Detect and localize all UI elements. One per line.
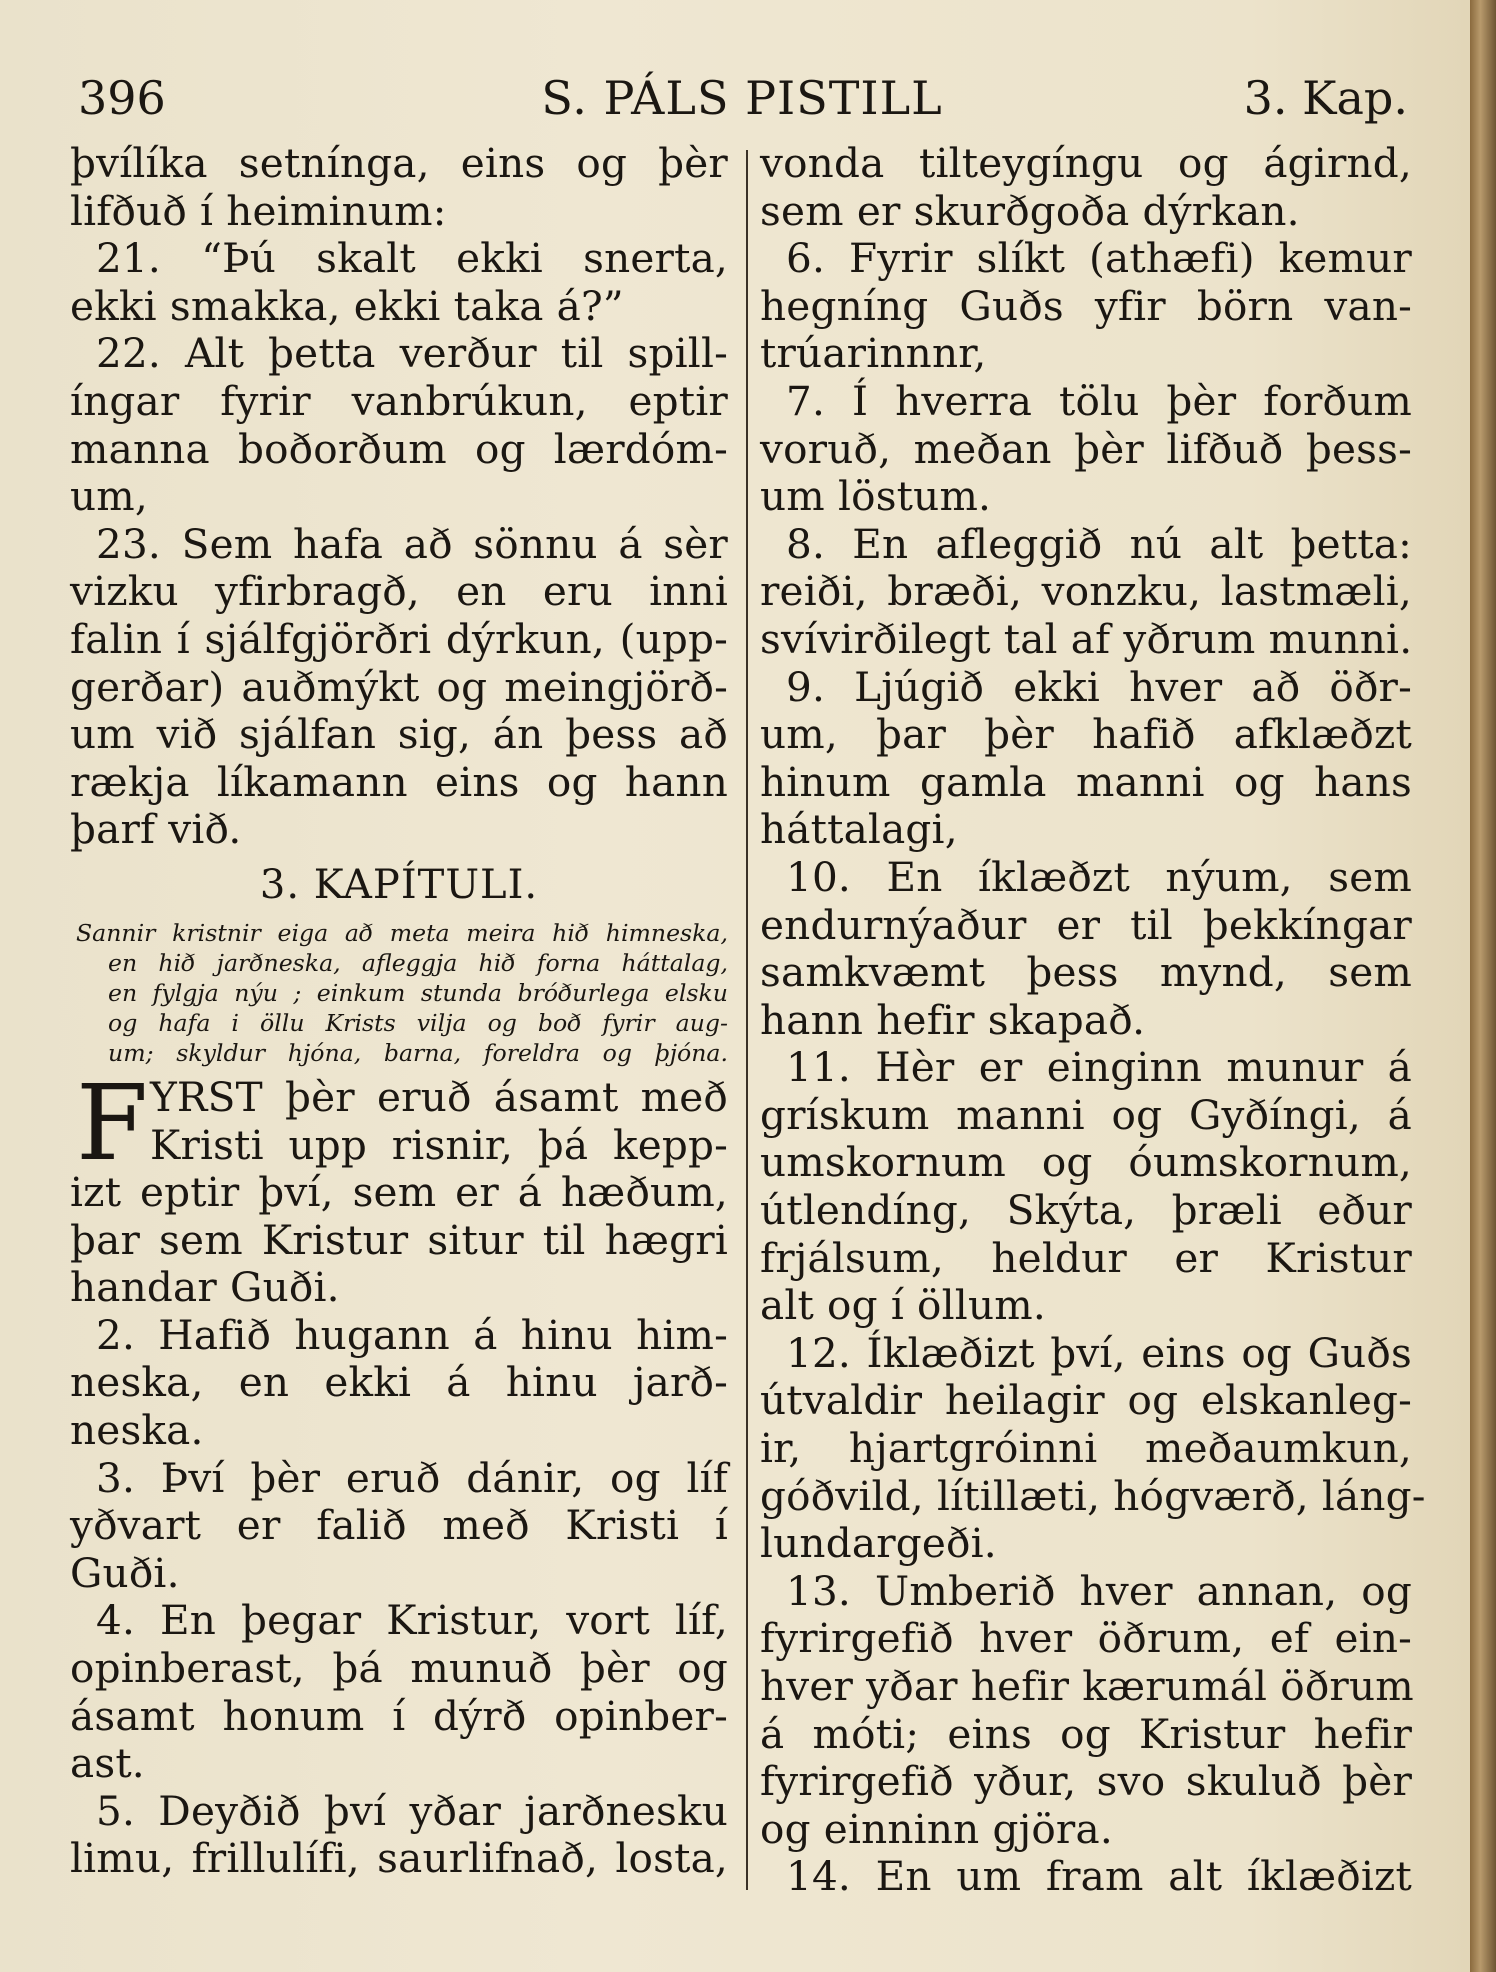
text-line: umskornum og óumskornum,	[760, 1138, 1412, 1187]
drop-cap: F	[76, 1061, 149, 1184]
text-line: 3. Því þèr eruð dánir, og líf	[96, 1453, 728, 1502]
left-column-top-text	[70, 140, 728, 854]
text-line: fyrirgefið yður, svo skuluð þèr	[760, 1757, 1412, 1806]
left-column-bottom-text	[70, 1169, 728, 1883]
summary-line: en hið jarðneska, afleggja hið forna háttalag,	[108, 948, 728, 977]
summary-line: og hafa i öllu Krists vilja og boð fyrir aug-	[108, 1008, 728, 1037]
text-line: trúarinnnr,	[760, 329, 987, 378]
text-line: manna boðorðum og lærdóm-	[70, 424, 728, 473]
text-line: 14. En um fram alt íklæðizt	[786, 1852, 1412, 1901]
chapter-marker: 3. Kap.	[1243, 71, 1408, 125]
right-column-text	[760, 139, 1426, 1901]
text-line: alt og í öllum.	[760, 1281, 1046, 1330]
text-line: hinum gamla manni og hans	[760, 757, 1412, 806]
summary-line: um; skyldur hjóna, barna, foreldra og þjóna.	[108, 1038, 728, 1067]
left-column	[70, 140, 728, 1883]
text-line: lundargeði.	[760, 1519, 997, 1568]
text-line: hegníng Guðs yfir börn van-	[760, 281, 1412, 330]
text-line: 12. Íklæðizt því, eins og Guðs	[786, 1328, 1412, 1377]
drop-cap-lines	[70, 1061, 728, 1184]
text-line: rækja líkamann eins og hann	[70, 757, 728, 806]
text-line: neska, en ekki á hinu jarð-	[70, 1358, 728, 1407]
text-line: 8. En afleggið nú alt þetta:	[786, 519, 1412, 568]
text-line: reiði, bræði, vonzku, lastmæli,	[760, 567, 1412, 616]
text-line: 4. En þegar Kristur, vort líf,	[96, 1596, 728, 1645]
text-line: útlendíng, Skýta, þræli eður	[760, 1186, 1412, 1235]
text-line: 9. Ljúgið ekki hver að öðr-	[786, 662, 1412, 711]
text-line: þvílíka setnínga, eins og þèr	[70, 139, 728, 187]
running-header	[76, 66, 1408, 130]
text-line: þar sem Kristur situr til hægri	[70, 1215, 728, 1264]
page-edge	[1470, 0, 1496, 1972]
chapter-opening	[70, 1061, 728, 1184]
summary-line: Sannir kristnir eiga að meta meira hið himneska,	[76, 918, 728, 947]
page-number: 396	[78, 71, 166, 125]
text-line: yðvart er falið með Kristi í	[70, 1501, 728, 1550]
text-line: ekki smakka, ekki taka á?”	[70, 281, 624, 330]
text-line: 6. Fyrir slíkt (athæfi) kemur	[786, 234, 1412, 283]
right-column	[760, 139, 1426, 1901]
text-line: falin í sjálfgjörðri dýrkun, (upp-	[70, 614, 728, 663]
text-line: endurnýaður er til þekkíngar	[760, 900, 1412, 949]
text-line: 5. Deyðið því yðar jarðnesku	[96, 1786, 728, 1835]
text-line: þarf við.	[70, 805, 242, 854]
column-divider	[746, 150, 748, 1890]
text-line: voruð, meðan þèr lifðuð þess-	[760, 424, 1412, 473]
text-line: 23. Sem hafa að sönnu á sèr	[96, 519, 728, 568]
text-line: ir, hjartgróinni meðaumkun,	[760, 1424, 1412, 1473]
text-line: 7. Í hverra tölu þèr forðum	[786, 376, 1412, 425]
text-line: 13. Umberið hver annan, og	[786, 1566, 1412, 1615]
text-line: hann hefir skapað.	[760, 995, 1146, 1044]
text-line: frjálsum, heldur er Kristur	[760, 1233, 1412, 1282]
chapter-summary	[70, 918, 728, 1068]
text-line: um löstum.	[760, 472, 992, 521]
text-line: og einninn gjöra.	[760, 1804, 1113, 1853]
text-line: 10. En íklæðzt nýum, sem	[786, 852, 1412, 901]
text-line: Kristi upp risnir, þá kepp-	[150, 1120, 728, 1169]
text-line: um, þar þèr hafið afklæðzt	[760, 710, 1412, 759]
text-line: sem er skurðgoða dýrkan.	[760, 186, 1300, 235]
text-line: íngar fyrir vanbrúkun, eptir	[70, 376, 728, 425]
text-line: opinberast, þá munuð þèr og	[70, 1644, 728, 1693]
text-line: 21. “Þú skalt ekki snerta,	[96, 234, 728, 283]
text-line: vizku yfirbragð, en eru inni	[70, 567, 728, 616]
text-line: limu, frillulífi, saurlifnað, losta,	[70, 1834, 728, 1883]
text-line: útvaldir heilagir og elskanleg-	[760, 1376, 1412, 1425]
text-line: um,	[70, 472, 148, 521]
text-line: lifðuð í heiminum:	[70, 186, 447, 235]
summary-line: en fylgja nýu ; einkum stunda bróðurlega elsku	[108, 978, 728, 1007]
text-line: 11. Hèr er einginn munur á	[786, 1043, 1412, 1092]
text-line: 22. Alt þetta verður til spill-	[96, 329, 728, 378]
text-line: handar Guði.	[70, 1263, 340, 1312]
text-line: svívirðilegt tal af yðrum munni.	[760, 614, 1413, 663]
text-line: vonda tilteygíngu og ágirnd,	[760, 139, 1412, 187]
text-line: ásamt honum í dýrð opinber-	[70, 1691, 728, 1740]
text-line: Guði.	[70, 1548, 180, 1597]
text-line: 2. Hafið hugann á hinu him-	[96, 1310, 728, 1359]
text-line: á móti; eins og Kristur hefir	[760, 1709, 1412, 1758]
text-line: fyrirgefið hver öðrum, ef ein-	[760, 1614, 1412, 1663]
text-line: izt eptir því, sem er á hæðum,	[70, 1168, 728, 1217]
text-line: hver yðar hefir kærumál öðrum	[760, 1662, 1414, 1710]
text-line: góðvild, lítillæti, hógværð, láng-	[760, 1471, 1426, 1520]
running-title: S. PÁLS PISTILL	[541, 71, 943, 125]
text-line: háttalagi,	[760, 805, 958, 854]
text-line: gerðar) auðmýkt og meingjörð-	[70, 662, 728, 711]
text-line: samkvæmt þess mynd, sem	[760, 948, 1412, 997]
text-line: YRST þèr eruð ásamt með	[150, 1072, 728, 1121]
text-line: grískum manni og Gyðíngi, á	[760, 1090, 1412, 1139]
text-line: neska.	[70, 1406, 204, 1455]
text-line: um við sjálfan sig, án þess að	[70, 710, 728, 759]
text-line: ast.	[70, 1739, 145, 1788]
chapter-heading: 3. KAPÍTULI.	[259, 861, 539, 908]
